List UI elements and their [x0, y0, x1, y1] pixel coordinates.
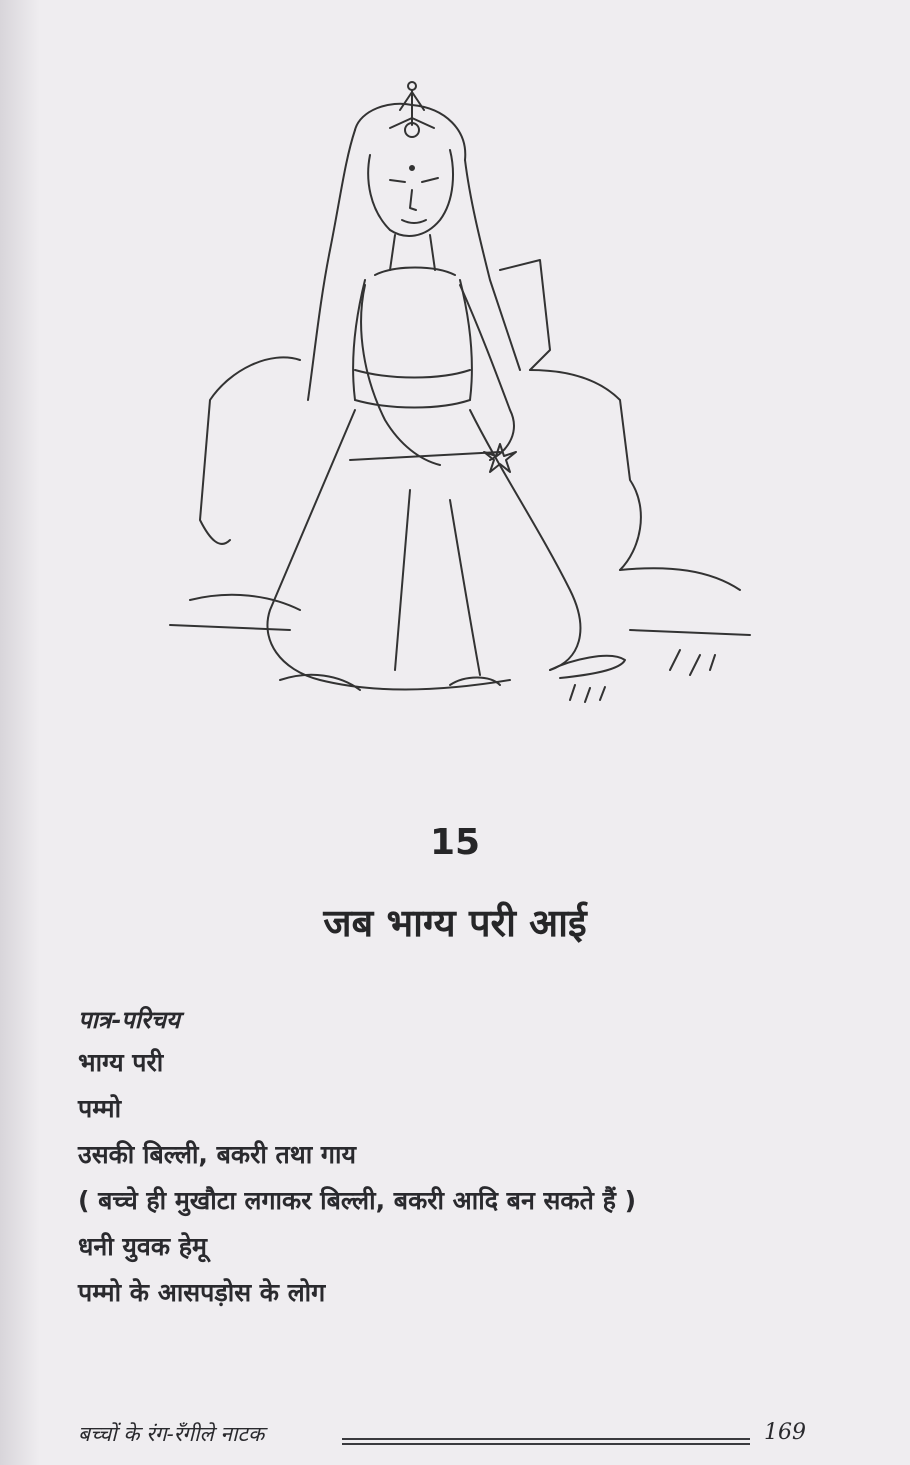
running-footer-title: बच्चों के रंग-रँगीले नाटक — [78, 1422, 265, 1446]
cast-item: उसकी बिल्ली, बकरी तथा गाय — [78, 1140, 356, 1169]
cast-heading: पात्र-परिचय — [78, 1005, 180, 1034]
cast-item: पम्मो के आसपड़ोस के लोग — [78, 1278, 326, 1307]
page-gutter-shadow — [0, 0, 40, 1465]
cast-item: धनी युवक हेमू — [78, 1232, 207, 1261]
fairy-with-wand-icon — [150, 70, 770, 720]
cast-list — [78, 1000, 858, 1316]
cast-item: पम्मो — [78, 1094, 122, 1123]
cast-item: भाग्य परी — [78, 1048, 164, 1077]
cast-item: ( बच्चे ही मुखौटा लगाकर बिल्ली, बकरी आदि बन सकते हैं ) — [78, 1186, 636, 1215]
footer-double-rule — [342, 1438, 750, 1446]
chapter-number: 15 — [429, 822, 481, 863]
chapter-title: जब भाग्य परी आई — [323, 901, 587, 945]
page-number: 169 — [764, 1420, 806, 1445]
